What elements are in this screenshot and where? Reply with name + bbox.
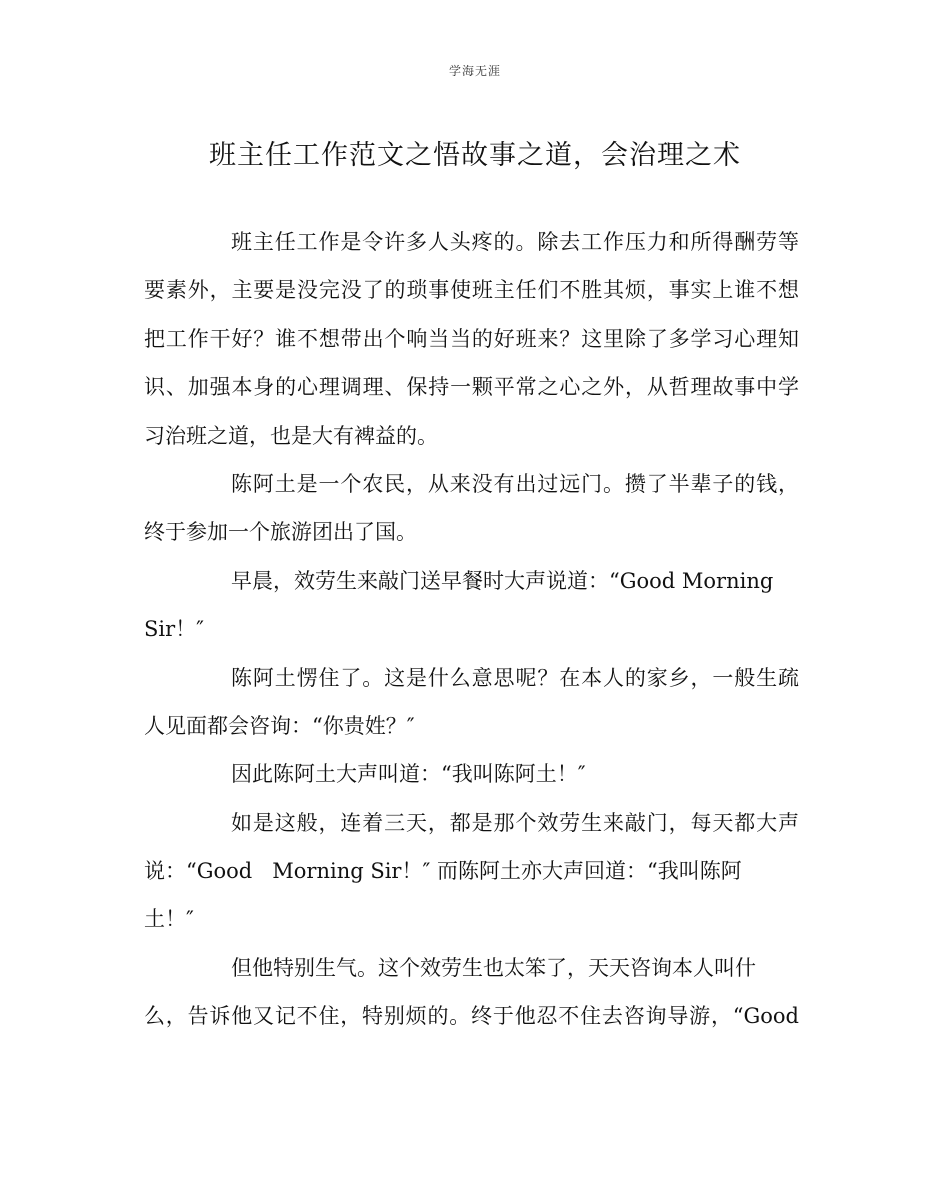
document-body [144,218,799,1041]
text-line: 班主任工作是令许多人头疼的。除去工作压力和所得酬劳等 [231,230,799,254]
text-line: 要素外，主要是没完没了的琐事使班主任们不胜其烦，事实上谁不想 [144,278,799,303]
text-line: 说：“Good Morning Sir！″ 而陈阿土亦大声回道：“我叫陈阿 [144,859,742,884]
text-line: 陈阿土是一个农民，从来没有出过远门。攒了半辈子的钱， [231,471,799,496]
text-line: 人见面都会咨询：“你贵姓？″ [144,713,415,738]
text-line: 习治班之道，也是大有裨益的。 [144,423,438,448]
page-header: 学海无涯 [448,64,501,78]
text-line: 陈阿土愣住了。这是什么意思呢？在本人的家乡，一般生疏 [231,665,799,690]
text-line: 早晨，效劳生来敲门送早餐时大声说道：“Good Morning [231,568,774,593]
text-line: 识、加强本身的心理调理、保持一颗平常之心之外，从哲理故事中学 [144,375,799,400]
text-line: 么，告诉他又记不住，特别烦的。终于他忍不住去咨询导游，“Good [144,1004,799,1029]
text-line: 把工作干好？谁不想带出个响当当的好班来？这里除了多学习心理知 [144,326,799,351]
text-line: 因此陈阿土大声叫道：“我叫陈阿土！″ [231,762,586,787]
text-line: Sir！″ [144,617,204,642]
text-line: 但他特别生气。这个效劳生也太笨了，天天咨询本人叫什 [231,955,756,980]
text-line: 终于参加一个旅游团出了国。 [144,520,417,545]
document-title: 班主任工作范文之悟故事之道，会治理之术 [209,140,741,171]
text-line: 土！″ [144,907,194,932]
text-line: 如是这般，连着三天，都是那个效劳生来敲门，每天都大声 [231,810,799,835]
